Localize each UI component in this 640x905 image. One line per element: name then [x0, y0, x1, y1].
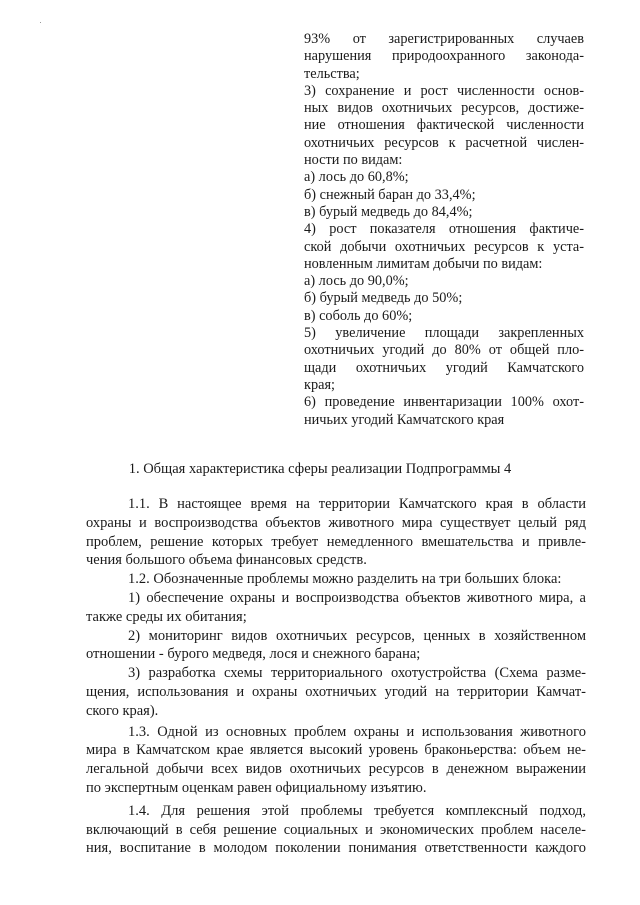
body-line: 3) разработка схемы территориального охотустройства (Схема разме- — [128, 665, 586, 682]
body-line: 1.3. Одной из основных проблем охраны и использования животного — [128, 723, 586, 740]
body-line: 1.4. Для решения этой проблемы требуется комплексный подход, — [128, 802, 586, 819]
body-line: 1) обеспечение охраны и воспроизводства объектов животного мира, а — [128, 589, 586, 606]
objectives-line: охотничьих ресурсов к расчетной числен- — [304, 134, 584, 151]
objectives-line: б) бурый медведь до 50%; — [304, 290, 463, 307]
objectives-line: а) лось до 90,0%; — [304, 273, 409, 290]
objectives-line: 4) рост показателя отношения фактиче- — [304, 221, 584, 238]
objectives-line: 93% от зарегистрированных случаев — [304, 31, 584, 47]
objectives-line: края; — [304, 376, 335, 393]
body-line: щения, использования и охраны охотничьих угодий на территории Камчат- — [86, 683, 586, 700]
body-line: мира в Камчатском крае является высокий уровень браконьерства: объем не- — [86, 742, 586, 759]
body-line: чения большого объема финансовых средств. — [86, 552, 367, 569]
objectives-line: тельства; — [304, 65, 360, 82]
body-line: охраны и воспроизводства объектов животного мира существует целый ряд — [86, 514, 586, 531]
objectives-line: ности по видам: — [304, 152, 403, 169]
objectives-line: 6) проведение инвентаризации 100% охот- — [304, 394, 584, 411]
objectives-line: ние отношения фактической численности — [304, 117, 584, 134]
section-heading: 1. Общая характеристика сферы реализации Подпрограммы 4 — [128, 461, 512, 477]
objectives-line: 5) увеличение площади закрепленных — [304, 325, 584, 342]
body-line: проблем, решение которых требует немедленного вмешательства и привле- — [86, 533, 586, 550]
objectives-line: новленным лимитам добычи по видам: — [304, 255, 543, 272]
objectives-line: ничьих угодий Камчатского края — [304, 411, 505, 428]
body-line: также среды их обитания; — [86, 608, 247, 625]
body-line: ния, воспитание в молодом поколении понимания ответственности каждого — [86, 840, 586, 857]
objectives-line: ных видов охотничьих ресурсов, достиже- — [304, 100, 584, 117]
objectives-line: б) снежный баран до 33,4%; — [304, 186, 476, 203]
body-line: 1.2. Обозначенные проблемы можно разделить на три больших блока: — [128, 571, 562, 588]
objectives-line: в) бурый медведь до 84,4%; — [304, 203, 473, 220]
body-line: по экспертным оценкам равен официальному изъятию. — [86, 779, 427, 796]
objectives-line: охотничьих угодий до 80% от общей пло- — [304, 342, 584, 359]
objectives-line: ской добычи охотничьих ресурсов к уста- — [304, 238, 584, 255]
body-line: включающий в себя решение социальных и экономических проблем населе- — [86, 821, 586, 838]
body-line: отношении - бурого медведя, лося и снежного барана; — [86, 646, 421, 663]
objectives-line: в) соболь до 60%; — [304, 307, 413, 324]
objectives-line: 3) сохранение и рост численности основ- — [304, 82, 584, 99]
objectives-line: а) лось до 60,8%; — [304, 169, 409, 186]
body-line: 2) мониторинг видов охотничьих ресурсов, ценных в хозяйственном — [128, 627, 586, 644]
body-line: ского края). — [86, 702, 159, 719]
body-line: легальной добычи всех видов охотничьих ресурсов в денежном выражении — [86, 761, 586, 778]
objectives-line: щади охотничьих угодий Камчатского — [304, 359, 584, 376]
objectives-line: нарушения природоохранного законода- — [304, 48, 584, 65]
objectives-column — [304, 31, 584, 429]
section-body — [86, 495, 586, 858]
scan-speck — [40, 22, 41, 23]
body-line: 1.1. В настоящее время на территории Камчатского края в области — [128, 496, 586, 512]
